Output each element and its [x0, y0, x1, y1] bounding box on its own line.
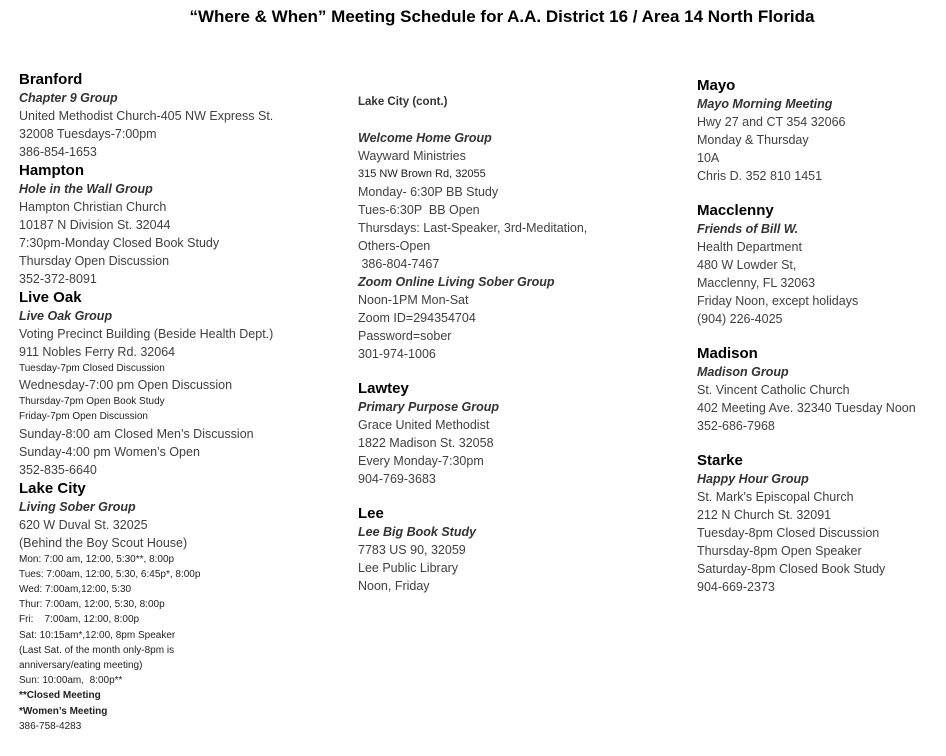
detail-line: Tues-6:30P BB Open — [358, 203, 480, 217]
detail-line: 620 W Duval St. 32025 — [19, 517, 148, 532]
detail-line: 10A — [697, 151, 720, 165]
section-lee — [358, 504, 678, 595]
schedule-line: Thur: 7:00am, 12:00, 5:30, 8:00p — [19, 599, 165, 611]
detail-line: 301-974-1006 — [358, 347, 436, 361]
continued-heading: Lake City (cont.) — [358, 96, 448, 108]
town-heading: Lake City — [19, 479, 86, 497]
column-middle — [358, 93, 678, 595]
detail-line: Lee Public Library — [358, 561, 459, 575]
group-name: Madison Group — [697, 365, 789, 379]
detail-line-small: Tuesday-7pm Closed Discussion — [19, 363, 165, 374]
schedule-line: Sat: 10:15am*,12:00, 8pm Speaker — [19, 629, 176, 641]
detail-line: 911 Nobles Ferry Rd. 32064 — [19, 345, 176, 359]
group-name: Live Oak Group — [19, 309, 113, 323]
detail-line: Friday Noon, except holidays — [697, 294, 859, 308]
detail-line: 7:30pm-Monday Closed Book Study — [19, 236, 220, 250]
detail-line: 904-669-2373 — [697, 580, 775, 594]
detail-line: Wayward Ministries — [358, 149, 466, 163]
section-madison — [697, 344, 946, 435]
detail-line: Health Department — [697, 240, 802, 254]
detail-line: 480 W Lowder St, — [697, 258, 797, 272]
schedule-line: Tues: 7:00am, 12:00, 5:30, 6:45p*, 8:00p — [19, 568, 201, 580]
schedule-line: Wed: 7:00am,12:00, 5:30 — [19, 584, 132, 596]
town-heading: Lee — [358, 505, 384, 522]
town-heading: Madison — [697, 345, 758, 362]
schedule-line: anniversary/eating meeting) — [19, 660, 143, 672]
detail-line-small: 386-758-4283 — [19, 720, 82, 732]
group-name: Hole in the Wall Group — [19, 182, 153, 196]
detail-line: Thursday Open Discussion — [19, 254, 170, 268]
detail-line: Hwy 27 and CT 354 32066 — [697, 115, 846, 129]
town-heading: Branford — [19, 71, 83, 88]
section-lawtey — [358, 379, 678, 488]
group-name: Chapter 9 Group — [19, 91, 118, 105]
detail-line: 10187 N Division St. 32044 — [19, 218, 171, 232]
town-heading: Mayo — [697, 77, 736, 94]
detail-line: 386-804-7467 — [358, 257, 440, 271]
detail-line: 386-854-1653 — [19, 145, 97, 159]
detail-line: 352-835-6640 — [19, 462, 97, 477]
column-left — [19, 70, 339, 734]
section-welcome-home — [358, 129, 678, 273]
detail-line: Thursdays: Last-Speaker, 3rd-Meditation, — [358, 221, 588, 235]
section-hampton — [19, 161, 339, 288]
detail-line: 352-372-8091 — [19, 272, 97, 286]
detail-line: Monday & Thursday — [697, 133, 809, 147]
section-starke — [697, 451, 946, 596]
detail-line: Saturday-8pm Closed Book Study — [697, 562, 886, 576]
detail-line: 1822 Madison St. 32058 — [358, 436, 494, 450]
column-right — [697, 76, 946, 596]
group-name: Zoom Online Living Sober Group — [358, 275, 555, 289]
section-mayo — [697, 76, 946, 185]
detail-line: St. Mark's Episcopal Church — [697, 490, 854, 504]
group-name: Welcome Home Group — [358, 131, 492, 145]
detail-line-small: 315 NW Brown Rd, 32055 — [358, 168, 486, 180]
detail-line: Noon-1PM Mon-Sat — [358, 293, 469, 307]
page-title: “Where & When” Meeting Schedule for A.A. District 16 / Area 14 North Florida — [189, 7, 815, 26]
detail-line: 7783 US 90, 32059 — [358, 543, 466, 557]
detail-line: Thursday-8pm Open Speaker — [697, 544, 862, 558]
detail-line: Grace United Methodist — [358, 418, 490, 432]
detail-line: 212 N Church St. 32091 — [697, 508, 832, 522]
detail-line: Macclenny, FL 32063 — [697, 276, 816, 290]
detail-line-small: Thursday-7pm Open Book Study — [19, 396, 165, 408]
group-name: Mayo Morning Meeting — [697, 97, 833, 111]
detail-line: St. Vincent Catholic Church — [697, 383, 850, 397]
town-heading: Macclenny — [697, 202, 774, 219]
detail-line: Chris D. 352 810 1451 — [697, 169, 823, 183]
town-heading: Live Oak — [19, 289, 82, 306]
section-branford — [19, 70, 339, 161]
detail-line: Monday- 6:30P BB Study — [358, 185, 499, 199]
detail-line: 904-769-3683 — [358, 472, 436, 486]
detail-line: Tuesday-8pm Closed Discussion — [697, 526, 880, 540]
detail-line: Others-Open — [358, 239, 431, 253]
detail-line: Sunday-8:00 am Closed Men’s Discussion — [19, 426, 254, 441]
detail-line: 352-686-7968 — [697, 419, 775, 433]
schedule-line: Mon: 7:00 am, 12:00, 5:30**, 8:00p — [19, 553, 175, 565]
detail-line: Sunday-4:00 pm Women’s Open — [19, 444, 200, 459]
group-name: Friends of Bill W. — [697, 222, 799, 236]
detail-line-small: Friday-7pm Open Discussion — [19, 411, 148, 423]
detail-line: 32008 Tuesdays-7:00pm — [19, 127, 157, 141]
town-heading: Lawtey — [358, 380, 409, 397]
detail-line: 402 Meeting Ave. 32340 Tuesday Noon — [697, 401, 916, 415]
detail-line: United Methodist Church-405 NW Express St. — [19, 109, 274, 123]
schedule-line: (Last Sat. of the month only-8pm is — [19, 644, 175, 656]
section-macclenny — [697, 201, 946, 328]
group-name: Happy Hour Group — [697, 472, 809, 486]
section-live-oak — [19, 288, 339, 479]
group-name: Living Sober Group — [19, 499, 136, 514]
schedule-line: Fri: 7:00am, 12:00, 8:00p — [19, 614, 140, 626]
section-zoom-online — [358, 273, 678, 363]
detail-line: Voting Precinct Building (Beside Health Dept.) — [19, 327, 274, 341]
detail-line: Every Monday-7:30pm — [358, 454, 484, 468]
detail-line: Wednesday-7:00 pm Open Discussion — [19, 378, 233, 393]
group-name: Primary Purpose Group — [358, 400, 500, 414]
legend-womens-meeting: *Women’s Meeting — [19, 705, 108, 717]
detail-line: Noon, Friday — [358, 579, 430, 593]
detail-line: Password=sober — [358, 329, 452, 343]
legend-closed-meeting: **Closed Meeting — [19, 690, 101, 702]
detail-line: Zoom ID=294354704 — [358, 311, 476, 325]
detail-line: (904) 226-4025 — [697, 312, 783, 326]
town-heading: Starke — [697, 452, 743, 469]
section-lake-city — [19, 479, 339, 734]
schedule-line: Sun: 10:00am, 8:00p** — [19, 675, 123, 687]
detail-line: Hampton Christian Church — [19, 200, 167, 214]
detail-line: (Behind the Boy Scout House) — [19, 535, 188, 550]
town-heading: Hampton — [19, 162, 84, 179]
group-name: Lee Big Book Study — [358, 525, 477, 539]
